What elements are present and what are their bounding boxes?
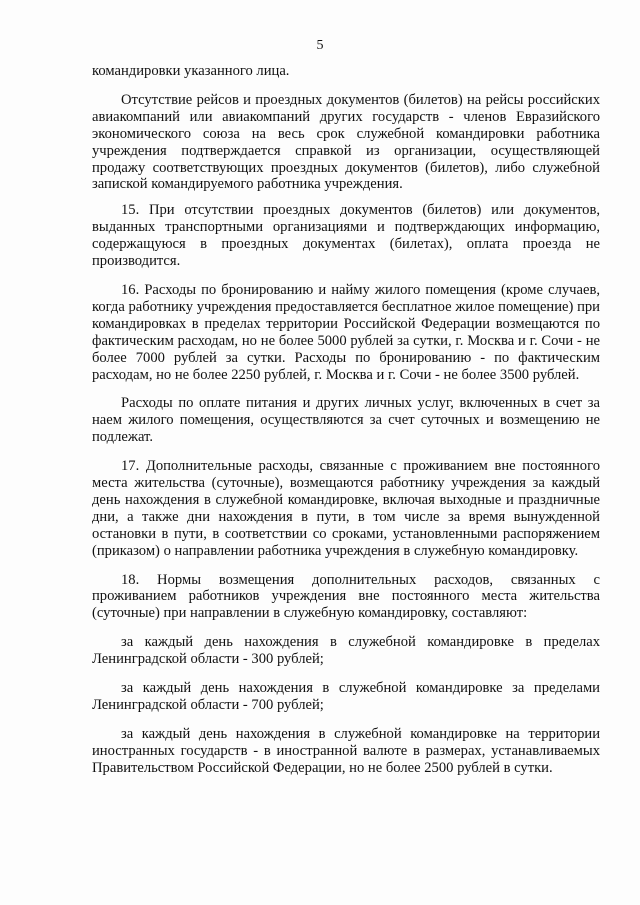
paragraph-item-15: 15. При отсутствии проездных документов (билетов) или документов, выданных транспортными организациями и подтверждающих информацию, содержащуюся в проездных документах (билетах), оплата проезда не производится. bbox=[92, 202, 600, 270]
paragraph-meals-expenses: Расходы по оплате питания и других личных услуг, включенных в счет за наем жилого помещения, осуществляются за счет суточных и возмещению не подлежат. bbox=[92, 395, 600, 446]
paragraph-item-16: 16. Расходы по бронированию и найму жилого помещения (кроме случаев, когда работнику учреждения предоставляется бесплатное жилое помещение) при командировках в пределах территории Российской Федерации возмещаются по фактическим расходам, но не более 5000 рублей за сутки, г. Москва и г. Сочи - не более 7000 рублей за сутки. Расходы по бронированию - по фактическим расходам, но не более 2250 рублей, г. Москва и г. Сочи - не более 3500 рублей. bbox=[92, 281, 600, 383]
document-body bbox=[92, 63, 600, 777]
paragraph-flight-absence: Отсутствие рейсов и проездных документов (билетов) на рейсы российских авиакомпаний или авиакомпаний других государств - членов Евразийского экономического союза на весь срок служебной командировки работника учреждения подтверждается справкой из организации, осуществляющей продажу соответствующих проездных документов (билетов), либо служебной запиской командируемого работника учреждения. bbox=[92, 91, 600, 193]
paragraph-item-18: 18. Нормы возмещения дополнительных расходов, связанных с проживанием работников учреждения вне постоянного места жительства (суточные) при направлении в служебную командировку, составляют: bbox=[92, 571, 600, 622]
paragraph-rate-foreign: за каждый день нахождения в служебной командировке на территории иностранных государств - в иностранной валюте в размерах, устанавливаемых Правительством Российской Федерации, но не более 2500 рублей в сутки. bbox=[92, 725, 600, 776]
paragraph-continuation: командировки указанного лица. bbox=[92, 63, 290, 79]
paragraph-rate-outside-region: за каждый день нахождения в служебной командировке за пределами Ленинградской области - 700 рублей; bbox=[92, 680, 600, 713]
paragraph-rate-leningrad-region: за каждый день нахождения в служебной командировке в пределах Ленинградской области - 300 рублей; bbox=[92, 634, 600, 668]
page-number: 5 bbox=[316, 38, 324, 53]
paragraph-item-17: 17. Дополнительные расходы, связанные с проживанием вне постоянного места жительства (суточные), возмещаются работнику учреждения за каждый день нахождения в служебной командировке, включая выходные и праздничные дни, а также дни нахождения в пути, в том числе за время вынужденной остановки в пути, в соответствии со сроками, установленными распоряжением (приказом) о направлении работника учреждения в служебную командировку. bbox=[92, 458, 600, 559]
